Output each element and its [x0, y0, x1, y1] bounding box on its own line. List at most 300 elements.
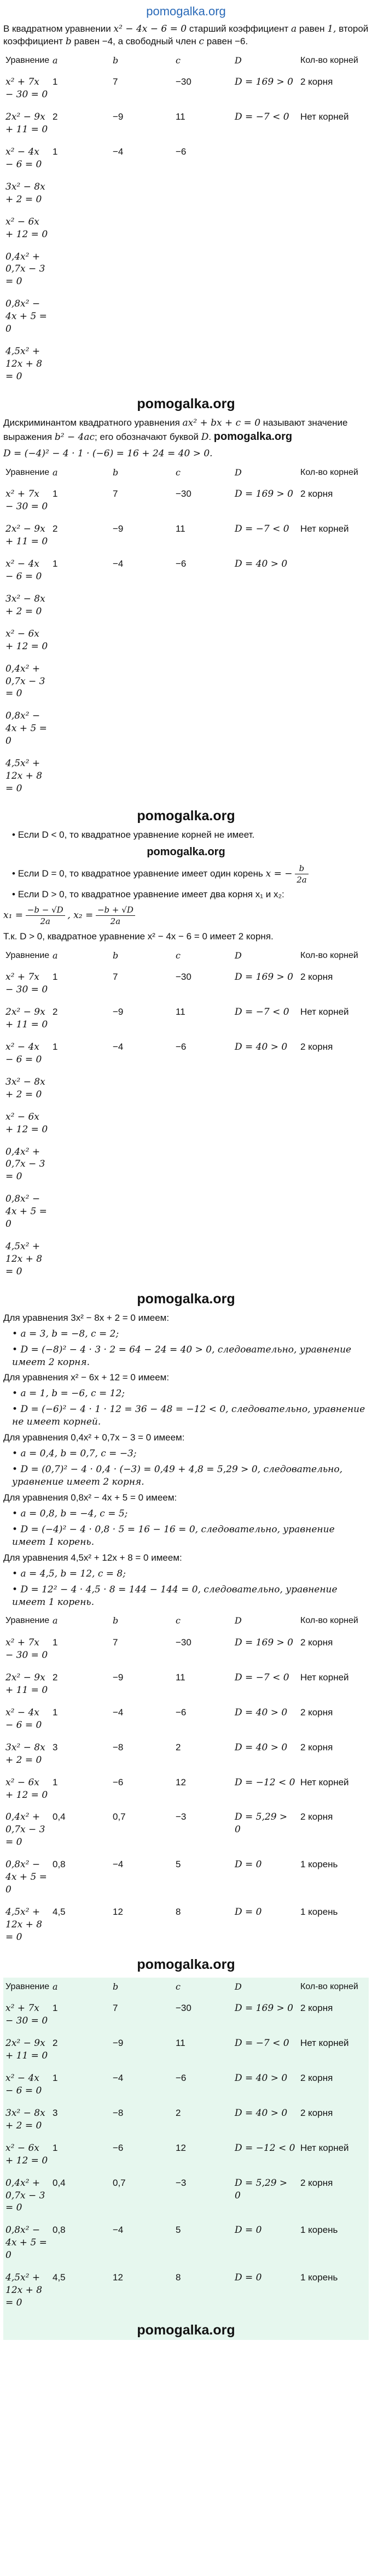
- table-row: [3, 2174, 369, 2221]
- cell-d: D = −12 < 0: [235, 2142, 295, 2154]
- cell-c: −6: [176, 1041, 187, 1052]
- cell-equation: 0,4x² + 0,7x − 3 = 0: [5, 1812, 45, 1848]
- cell-b: 0,7: [113, 1812, 126, 1822]
- solution-title: Для уравнения 3x² − 8x + 2 = 0 имеем:: [3, 1312, 170, 1323]
- table-2-container: [3, 463, 369, 826]
- cell-a: 4,5: [53, 1907, 66, 1918]
- cell-d: [233, 248, 298, 295]
- cell-c: −6: [176, 558, 187, 569]
- cell-b: −6: [113, 1777, 124, 1787]
- cell-roots: [298, 1143, 369, 1190]
- cell-c: −6: [176, 2072, 187, 2083]
- table-row: [3, 108, 369, 143]
- table-row: [3, 1633, 369, 1668]
- cell-roots: Нет корней: [300, 2142, 349, 2153]
- rule-text: Если D = 0, то квадратное уравнение имеет один корень: [18, 868, 263, 879]
- table-row: [3, 213, 369, 248]
- table-row: [3, 1038, 369, 1073]
- cell-roots: [298, 295, 369, 342]
- rule-text: Если D < 0, то квадратное уравнение корней не имеет.: [18, 829, 255, 840]
- watermark-logo: pomogalka.org: [137, 1291, 235, 1307]
- cell-equation: 3x² − 8x + 2 = 0: [5, 1742, 45, 1766]
- table-1-container: [3, 51, 369, 414]
- cell-d: D = 40 > 0: [235, 558, 288, 569]
- cell-b: [111, 1237, 173, 1285]
- cell-c: 12: [176, 1777, 186, 1787]
- solution-title: Для уравнения 0,8x² − 4x + 5 = 0 имеем:: [3, 1492, 177, 1503]
- cell-a: 1: [53, 2003, 58, 2014]
- cell-b: −4: [113, 146, 124, 157]
- intro-text: второй коэффициент: [3, 23, 369, 46]
- table-row: [3, 2069, 369, 2104]
- header-roots: Кол-во корней: [300, 55, 358, 65]
- table-row: [3, 295, 369, 342]
- cell-b: 0,7: [113, 2177, 126, 2188]
- cell-a: 3: [53, 1742, 58, 1752]
- quadratic-table: [3, 1612, 369, 1950]
- cell-d: D = 0: [235, 1859, 262, 1871]
- cell-a: 2: [53, 524, 58, 534]
- header-a: a: [53, 467, 58, 478]
- cell-c: [173, 660, 233, 707]
- solution-discriminant: • D = 12² − 4 · 4,5 · 8 = 144 − 144 = 0, следовательно, уравнение имеет 1 корень.: [12, 1584, 369, 1609]
- header-a: a: [53, 1981, 58, 1992]
- cell-d: [233, 1190, 298, 1237]
- cell-equation: 3x² − 8x + 2 = 0: [5, 593, 45, 617]
- cell-c: [173, 1190, 233, 1237]
- table-row: [3, 1108, 369, 1143]
- cell-c: [173, 213, 233, 248]
- cell-d: [233, 625, 298, 660]
- header-equation: Уравнение: [5, 55, 50, 65]
- header-equation: Уравнение: [5, 1981, 50, 1991]
- cell-b: −9: [113, 1672, 124, 1683]
- cell-c: [173, 178, 233, 213]
- intro-text: старший коэффициент: [189, 23, 289, 34]
- cell-c: [173, 1108, 233, 1143]
- cell-c: [173, 1237, 233, 1285]
- cell-roots: Нет корней: [300, 524, 349, 534]
- cell-c: −30: [176, 77, 191, 87]
- cell-d: D = −7 < 0: [235, 1672, 289, 1683]
- cell-b: [111, 213, 173, 248]
- header-c: c: [176, 55, 181, 66]
- solution-coefficients: • a = 0,8, b = −4, c = 5;: [12, 1508, 369, 1520]
- cell-a: 1: [53, 558, 58, 569]
- cell-a: 1: [53, 1637, 58, 1648]
- cell-equation: x² + 7x − 30 = 0: [5, 77, 48, 101]
- cell-equation: 0,4x² + 0,7x − 3 = 0: [5, 2177, 45, 2214]
- cell-roots: 2 корня: [300, 972, 333, 983]
- solution-discriminant: • D = (−6)² − 4 · 1 · 12 = 36 − 48 = −12 < 0, следовательно, уравнение не имеет корней.: [12, 1403, 369, 1428]
- cell-a: 1: [53, 2072, 58, 2083]
- cell-roots: [298, 1237, 369, 1285]
- cell-equation: 3x² − 8x + 2 = 0: [5, 2107, 45, 2131]
- table-4-container: [3, 1612, 369, 1974]
- solution-block: [3, 1432, 369, 1489]
- cell-d: D = 40 > 0: [235, 1707, 288, 1718]
- cell-a: [50, 295, 111, 342]
- cell-b: 7: [113, 1637, 118, 1648]
- cell-b: −4: [113, 2072, 124, 2083]
- cell-c: 11: [176, 111, 185, 122]
- watermark-logo: pomogalka.org: [137, 808, 235, 824]
- cell-equation: x² − 6x + 12 = 0: [5, 1777, 48, 1801]
- header-equation: Уравнение: [5, 467, 50, 477]
- fraction: [295, 863, 309, 886]
- cell-b: 7: [113, 77, 118, 87]
- cell-a: 2: [53, 111, 58, 122]
- intro-symbol: b: [65, 36, 72, 47]
- cell-equation: 4,5x² + 12x + 8 = 0: [5, 2272, 43, 2309]
- header-c: c: [176, 467, 181, 478]
- cell-roots: 1 корень: [300, 2272, 338, 2283]
- table-row: [3, 968, 369, 1003]
- cell-roots: [298, 1108, 369, 1143]
- table-row: [3, 754, 369, 802]
- solution-coefficients: • a = 0,4, b = 0,7, c = −3;: [12, 1448, 369, 1460]
- definition-text: ; его обозначают буквой: [95, 431, 199, 442]
- quadratic-table: [3, 946, 369, 1285]
- quadratic-table: [3, 51, 369, 390]
- intro-symbol: c: [199, 36, 205, 47]
- cell-b: −9: [113, 111, 124, 122]
- cell-roots: Нет корней: [300, 1007, 349, 1018]
- watermark-logo: pomogalka.org: [137, 2322, 235, 2338]
- cell-equation: x² − 6x + 12 = 0: [5, 216, 48, 240]
- solution-coefficients: • a = 4,5, b = 12, c = 8;: [12, 1568, 369, 1580]
- table-row: [3, 342, 369, 390]
- cell-a: 1: [53, 489, 58, 499]
- solution-title: Для уравнения 0,4x² + 0,7x − 3 = 0 имеем:: [3, 1432, 185, 1443]
- intro-text: В квадратном уравнении: [3, 23, 111, 34]
- table-row: [3, 248, 369, 295]
- cell-b: [111, 248, 173, 295]
- cell-d: D = 0: [235, 1907, 262, 1918]
- cell-c: 11: [176, 1672, 185, 1683]
- table-row: [3, 178, 369, 213]
- cell-d: D = 169 > 0: [235, 2003, 293, 2014]
- intro-symbol: a: [291, 23, 297, 34]
- cell-c: [173, 248, 233, 295]
- cell-equation: 2x² − 9x + 11 = 0: [5, 524, 48, 547]
- intro-paragraph: [3, 23, 369, 48]
- cell-roots: 2 корня: [300, 2177, 333, 2188]
- cell-d: D = 5,29 > 0: [235, 2177, 288, 2201]
- cell-a: 1: [53, 1777, 58, 1787]
- cell-c: −30: [176, 972, 191, 983]
- cell-c: [173, 754, 233, 802]
- cell-b: −8: [113, 1742, 124, 1752]
- cell-b: −4: [113, 2225, 124, 2236]
- roots-formula: [3, 904, 369, 927]
- cell-roots: [298, 590, 369, 625]
- cell-c: [173, 1073, 233, 1108]
- fraction-denominator: 2a: [40, 916, 50, 927]
- cell-equation: 0,8x² − 4x + 5 = 0: [5, 1859, 47, 1896]
- cell-b: −8: [113, 2107, 124, 2118]
- header-b: b: [113, 55, 119, 66]
- table-5-container: [3, 1978, 369, 2340]
- cell-roots: [298, 707, 369, 754]
- header-d: D: [235, 467, 242, 478]
- cell-c: [173, 590, 233, 625]
- cell-roots: [298, 555, 369, 590]
- cell-d: [233, 1073, 298, 1108]
- cell-b: [111, 754, 173, 802]
- cell-c: −6: [176, 1707, 187, 1718]
- header-d: D: [235, 1615, 242, 1626]
- quadratic-table: [3, 463, 369, 802]
- cell-d: D = 0: [235, 2225, 262, 2236]
- table-row: [3, 660, 369, 707]
- cell-c: 8: [176, 1907, 181, 1918]
- solution-discriminant: • D = (−8)² − 4 · 3 · 2 = 64 − 24 = 40 > 0, следовательно, уравнение имеет 2 корня.: [12, 1344, 369, 1369]
- table-row: [3, 590, 369, 625]
- cell-b: 7: [113, 489, 118, 499]
- fraction: [96, 904, 135, 927]
- table-row: [3, 2104, 369, 2139]
- solution-block: [3, 1552, 369, 1609]
- definition-text: называют значение выражения: [3, 417, 348, 442]
- cell-equation: 0,8x² − 4x + 5 = 0: [5, 710, 47, 747]
- fraction: [26, 904, 65, 927]
- cell-equation: 2x² − 9x + 11 = 0: [5, 1007, 48, 1030]
- cell-equation: x² − 4x − 6 = 0: [5, 1707, 42, 1731]
- cell-equation: 0,8x² − 4x + 5 = 0: [5, 2225, 47, 2261]
- cell-a: 1: [53, 77, 58, 87]
- cell-c: −3: [176, 1812, 187, 1822]
- table-row: [3, 485, 369, 520]
- discriminant-definition: Дискриминантом квадратного уравнения ax² + bx + c = 0 называют значение выражения b² − 4ac; его обозначают буквой D. pomogalka.org: [3, 417, 348, 443]
- header-a: a: [53, 55, 58, 66]
- table-row: [3, 1703, 369, 1738]
- cell-equation: 2x² − 9x + 11 = 0: [5, 1672, 48, 1696]
- cell-a: [50, 1190, 111, 1237]
- cell-b: [111, 1143, 173, 1190]
- solution-discriminant: • D = (−4)² − 4 · 0,8 · 5 = 16 − 16 = 0, следовательно, уравнение имеет 1 корень.: [12, 1524, 369, 1549]
- table-row: [3, 2268, 369, 2316]
- header-roots: Кол-во корней: [300, 467, 358, 477]
- header-roots: Кол-во корней: [300, 1616, 358, 1626]
- table-row: [3, 2139, 369, 2174]
- cell-equation: x² − 4x − 6 = 0: [5, 558, 42, 582]
- cell-d: D = 40 > 0: [235, 2072, 288, 2084]
- table-3-container: [3, 946, 369, 1309]
- discriminant-calculation: D = (−4)² − 4 · 1 · (−6) = 16 + 24 = 40 > 0.: [3, 448, 213, 459]
- cell-a: 1: [53, 1707, 58, 1718]
- cell-b: [111, 295, 173, 342]
- cell-b: −4: [113, 1707, 124, 1718]
- table-header-row: [3, 1978, 369, 1999]
- cell-d: [233, 1108, 298, 1143]
- cell-b: 7: [113, 2003, 118, 2014]
- cell-roots: [298, 342, 369, 390]
- cell-b: −4: [113, 558, 124, 569]
- cell-a: [50, 707, 111, 754]
- conclusion: Т.к. D > 0, квадратное уравнение x² − 4x − 6 = 0 имеет 2 корня.: [3, 931, 274, 942]
- cell-b: [111, 1190, 173, 1237]
- cell-equation: 0,4x² + 0,7x − 3 = 0: [5, 663, 45, 699]
- cell-b: [111, 590, 173, 625]
- solution-title: Для уравнения 4,5x² + 12x + 8 = 0 имеем:: [3, 1552, 182, 1563]
- cell-roots: [298, 625, 369, 660]
- cell-roots: 2 корня: [300, 2003, 333, 2014]
- table-row: [3, 1190, 369, 1237]
- table-row: [3, 143, 369, 178]
- cell-d: D = −12 < 0: [235, 1777, 295, 1788]
- cell-roots: 2 корня: [300, 1637, 333, 1648]
- cell-roots: 2 корня: [300, 2107, 333, 2118]
- cell-d: D = 40 > 0: [235, 2107, 288, 2119]
- intro-text: равен: [299, 23, 325, 34]
- cell-roots: 2 корня: [300, 1812, 333, 1822]
- fraction-denominator: 2a: [297, 874, 307, 885]
- cell-a: [50, 625, 111, 660]
- table-row: [3, 1237, 369, 1285]
- cell-c: −6: [176, 146, 187, 157]
- cell-d: D = 40 > 0: [235, 1742, 288, 1753]
- cell-d: [233, 660, 298, 707]
- cell-a: 4,5: [53, 2272, 66, 2283]
- cell-roots: [298, 660, 369, 707]
- site-logo[interactable]: pomogalka.org: [146, 4, 226, 18]
- intro-value: 1,: [327, 23, 336, 34]
- table-row: [3, 1668, 369, 1703]
- header-b: b: [113, 1981, 119, 1992]
- table-row: [3, 2221, 369, 2268]
- cell-equation: x² + 7x − 30 = 0: [5, 972, 48, 996]
- table-header-row: [3, 946, 369, 968]
- cell-equation: x² + 7x − 30 = 0: [5, 489, 48, 513]
- header-b: b: [113, 467, 119, 478]
- cell-roots: [298, 1190, 369, 1237]
- solution-block: [3, 1372, 369, 1428]
- table-row: [3, 555, 369, 590]
- cell-b: [111, 178, 173, 213]
- cell-b: −6: [113, 2142, 124, 2153]
- cell-equation: 0,4x² + 0,7x − 3 = 0: [5, 251, 45, 287]
- cell-c: [173, 295, 233, 342]
- table-row: [3, 707, 369, 754]
- cell-a: 1: [53, 2142, 58, 2153]
- table-header-row: [3, 463, 369, 485]
- watermark-logo: pomogalka.org: [137, 1956, 235, 1972]
- cell-a: [50, 248, 111, 295]
- cell-roots: Нет корней: [300, 1672, 349, 1683]
- header-d: D: [235, 1981, 242, 1992]
- cell-b: 12: [113, 2272, 123, 2283]
- table-row: [3, 1738, 369, 1773]
- cell-d: D = 169 > 0: [235, 972, 293, 983]
- cell-c: −30: [176, 489, 191, 499]
- cell-a: [50, 1237, 111, 1285]
- fraction-numerator: b: [295, 863, 309, 874]
- header-equation: Уравнение: [5, 950, 50, 960]
- intro-text: равен −4, а свободный член: [74, 36, 196, 46]
- cell-d: [233, 590, 298, 625]
- definition-equation: ax² + bx + c = 0: [182, 417, 261, 428]
- quadratic-table: [3, 1978, 369, 2316]
- cell-d: D = 0: [235, 2272, 262, 2284]
- watermark-row: [3, 1956, 369, 1974]
- cell-d: [233, 178, 298, 213]
- cell-roots: 2 корня: [300, 1742, 333, 1752]
- cell-a: 1: [53, 146, 58, 157]
- cell-roots: Нет корней: [300, 1777, 349, 1787]
- cell-equation: x² − 6x + 12 = 0: [5, 2142, 48, 2166]
- header-d: D: [235, 55, 242, 66]
- cell-equation: x² + 7x − 30 = 0: [5, 2003, 48, 2027]
- cell-roots: 2 корня: [300, 489, 333, 499]
- cell-roots: [298, 143, 369, 178]
- cell-b: [111, 707, 173, 754]
- cell-equation: 2x² − 9x + 11 = 0: [5, 2038, 48, 2062]
- fraction-numerator: −b + √D: [96, 904, 135, 916]
- cell-roots: [298, 213, 369, 248]
- cell-equation: x² − 6x + 12 = 0: [5, 628, 48, 652]
- header-c: c: [176, 1615, 181, 1626]
- solution-coefficients: • a = 1, b = −6, c = 12;: [12, 1387, 369, 1400]
- cell-c: −30: [176, 2003, 191, 2014]
- cell-a: [50, 213, 111, 248]
- cell-d: [233, 707, 298, 754]
- cell-equation: 3x² − 8x + 2 = 0: [5, 1076, 45, 1100]
- cell-roots: 2 корня: [300, 1707, 333, 1718]
- cell-d: [233, 1143, 298, 1190]
- header-roots: Кол-во корней: [300, 1981, 358, 1991]
- table-row: [3, 73, 369, 108]
- cell-d: D = 169 > 0: [235, 77, 293, 88]
- header-roots: Кол-во корней: [300, 950, 358, 960]
- table-header-row: [3, 51, 369, 73]
- solution-block: [3, 1312, 369, 1369]
- table-header-row: [3, 1612, 369, 1633]
- cell-equation: 4,5x² + 12x + 8 = 0: [5, 1241, 43, 1278]
- header-d: D: [235, 950, 242, 961]
- cell-roots: [298, 248, 369, 295]
- cell-equation: x² − 6x + 12 = 0: [5, 1111, 48, 1135]
- table-row: [3, 1903, 369, 1950]
- cell-c: 11: [176, 1007, 185, 1018]
- rule-formula: x = −: [265, 868, 293, 879]
- cell-b: [111, 342, 173, 390]
- cell-c: [173, 342, 233, 390]
- cell-c: [173, 625, 233, 660]
- cell-d: D = 40 > 0: [235, 1041, 288, 1052]
- rule-text: Если D > 0, то квадратное уравнение имеет два корня x₁ и x₂:: [18, 889, 284, 900]
- cell-equation: 0,8x² − 4x + 5 = 0: [5, 1193, 47, 1230]
- cell-equation: x² − 4x − 6 = 0: [5, 1041, 42, 1065]
- table-row: [3, 1808, 369, 1855]
- header-equation: Уравнение: [5, 1616, 50, 1626]
- cell-c: 5: [176, 2225, 181, 2236]
- root-formula-label: , x₂ =: [67, 910, 94, 921]
- cell-a: 0,4: [53, 1812, 66, 1822]
- solution-coefficients: • a = 3, b = −8, c = 2;: [12, 1328, 369, 1340]
- table-row: [3, 625, 369, 660]
- cell-c: [173, 1143, 233, 1190]
- cell-c: 2: [176, 2107, 181, 2118]
- cell-b: [111, 1073, 173, 1108]
- cell-a: 0,8: [53, 1859, 66, 1870]
- cell-equation: x² − 4x − 6 = 0: [5, 2072, 42, 2096]
- cell-a: [50, 178, 111, 213]
- cell-a: 1: [53, 972, 58, 983]
- cell-d: D = 169 > 0: [235, 489, 293, 500]
- cell-b: −4: [113, 1041, 124, 1052]
- watermark-logo: pomogalka.org: [147, 845, 225, 858]
